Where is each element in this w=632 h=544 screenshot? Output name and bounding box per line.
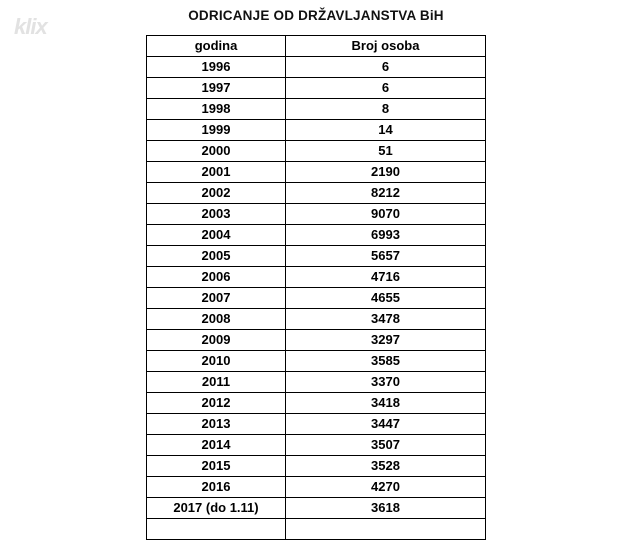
table-row [147,456,486,477]
table-row [147,330,486,351]
cell-year: 2001 [147,162,286,183]
table-row [147,435,486,456]
table-row [147,372,486,393]
table-row [147,477,486,498]
klix-watermark: klix [14,14,47,39]
table-row [147,183,486,204]
table-row [147,519,486,540]
cell-year: 2011 [147,372,286,393]
cell-year: 2002 [147,183,286,204]
cell-year: 2012 [147,393,286,414]
cell-year: 2007 [147,288,286,309]
column-header-count: Broj osoba [285,36,485,57]
cell-year: 2000 [147,141,286,162]
table-row [147,120,486,141]
cell-year: 1998 [147,99,286,120]
table-row [147,141,486,162]
table-row [147,393,486,414]
cell-count [285,519,485,540]
cell-count: 14 [285,120,485,141]
cell-count: 3585 [285,351,485,372]
table-row [147,246,486,267]
table-row [147,351,486,372]
table-row [147,225,486,246]
table-row [147,414,486,435]
cell-count: 3297 [285,330,485,351]
table-row [147,162,486,183]
cell-count: 3447 [285,414,485,435]
table-header [147,36,486,57]
table-row [147,288,486,309]
table-row [147,309,486,330]
cell-year: 2004 [147,225,286,246]
cell-year: 1996 [147,57,286,78]
column-header-year: godina [147,36,286,57]
cell-count: 8 [285,99,485,120]
cell-year: 1997 [147,78,286,99]
table-header-row [147,36,486,57]
cell-count: 3370 [285,372,485,393]
cell-count: 3618 [285,498,485,519]
cell-year: 2006 [147,267,286,288]
cell-count: 2190 [285,162,485,183]
table-row [147,99,486,120]
table-row [147,498,486,519]
cell-year [147,519,286,540]
cell-count: 4655 [285,288,485,309]
cell-count: 6 [285,78,485,99]
cell-count: 8212 [285,183,485,204]
table-row [147,267,486,288]
cell-year: 2016 [147,477,286,498]
cell-year: 2010 [147,351,286,372]
cell-year: 2015 [147,456,286,477]
cell-count: 4716 [285,267,485,288]
cell-year: 2005 [147,246,286,267]
page-title: ODRICANJE OD DRŽAVLJANSTVA BiH [188,8,444,23]
cell-year: 2009 [147,330,286,351]
cell-count: 5657 [285,246,485,267]
cell-count: 3418 [285,393,485,414]
cell-count: 3528 [285,456,485,477]
table-row [147,204,486,225]
citizenship-renunciation-table [146,35,486,540]
cell-count: 9070 [285,204,485,225]
table-body [147,57,486,540]
cell-count: 6993 [285,225,485,246]
cell-count: 3478 [285,309,485,330]
table-row [147,78,486,99]
cell-year: 2013 [147,414,286,435]
cell-count: 6 [285,57,485,78]
cell-year: 2014 [147,435,286,456]
table-row [147,57,486,78]
data-table-wrapper [146,35,486,540]
cell-count: 51 [285,141,485,162]
cell-year: 2017 (do 1.11) [147,498,286,519]
cell-year: 2003 [147,204,286,225]
cell-year: 2008 [147,309,286,330]
cell-count: 4270 [285,477,485,498]
cell-count: 3507 [285,435,485,456]
cell-year: 1999 [147,120,286,141]
